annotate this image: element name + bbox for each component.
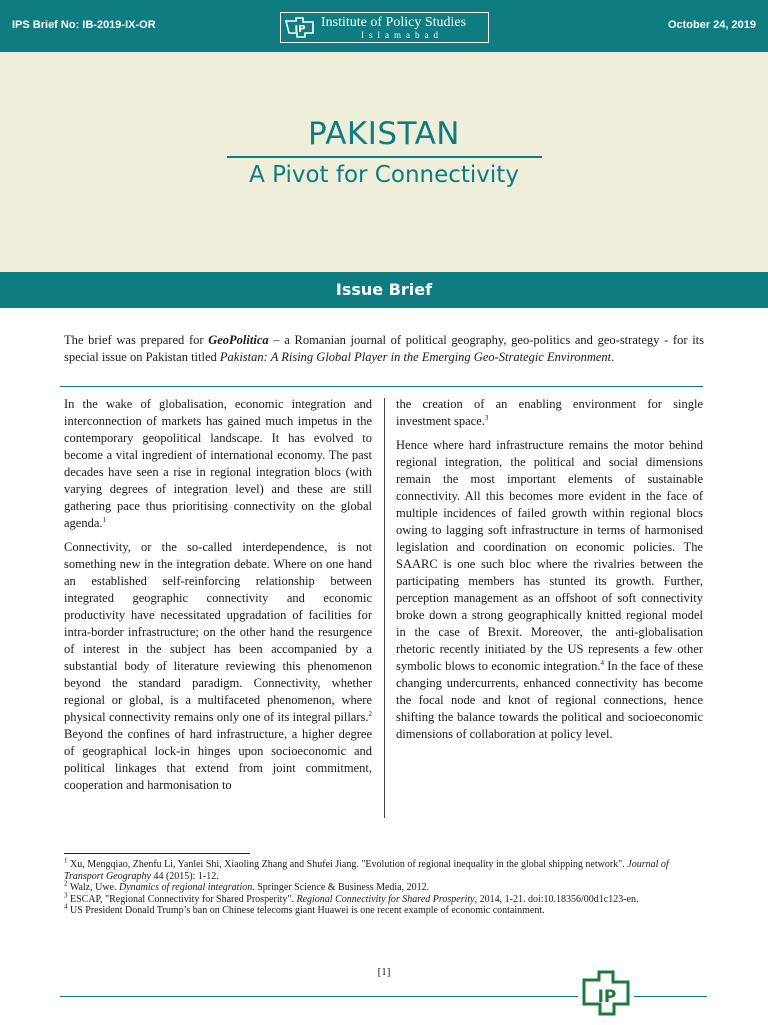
journal-name: GeoPolitica <box>208 333 269 347</box>
column-divider <box>384 398 385 818</box>
footnote-text: ESCAP, "Regional Connectivity for Shared Prosperity". <box>67 893 297 905</box>
footnote-text: Walz, Uwe. <box>67 882 119 893</box>
intro-divider <box>60 386 703 387</box>
ips-logo <box>280 12 489 43</box>
body-paragraph <box>64 396 372 532</box>
intro-text: – a Romanian journal of political geography, geo-politics and geo-strategy - for its special issue on Pakistan titled <box>64 333 705 364</box>
footnote-number: 1 <box>64 856 68 865</box>
svg-text:IP: IP <box>597 987 617 1007</box>
footnote-ref: 2 <box>368 709 372 718</box>
footnote-source: Journal of Transport Geography <box>64 859 669 882</box>
page-subtitle: A Pivot for Connectivity <box>249 162 519 188</box>
org-city: Islamabad <box>361 30 443 40</box>
right-column <box>396 396 703 750</box>
footnote-text: , 2014, 1-21. doi:10.18356/00d1c123-en. <box>474 893 639 905</box>
footnote-4 <box>64 902 704 917</box>
footnote-text: US President Donald Trump’s ban on Chinese telecoms giant Huawei is one recent example of economic containment. <box>67 905 545 916</box>
footnote-ref: 1 <box>102 515 107 524</box>
footnote-source: Regional Connectivity for Shared Prosperity <box>296 893 475 905</box>
left-column <box>64 396 372 801</box>
title-divider <box>227 156 542 158</box>
org-name: Institute of Policy Studies <box>321 15 467 30</box>
footer-logo <box>578 966 634 1020</box>
footnote-number: 3 <box>64 891 68 900</box>
footnote-ref: 4 <box>600 658 604 667</box>
paragraph-text: the creation of an enabling environment for single investment space. <box>396 397 703 428</box>
intro-paragraph <box>64 332 704 366</box>
header-bar <box>0 0 768 52</box>
paragraph-text: In the wake of globalisation, economic integration and interconnection of markets has gained much impetus in the contemporary geopolitical landscape. It has evolved to become a vital ingredient of international economy. The past decades have seen a rise in regional integration blocs (with varying degrees of integration level) and these are still gathering pace thus prioritising connectivity on the global agenda. <box>64 397 372 530</box>
paragraph-text: Hence where hard infrastructure remains the motor behind regional integration, the political and social dimensions remain the most important elements of sustainable connectivity. All this becomes more evident in the face of multiple incidences of failed growth within regional blocs owing to lagging soft infrastructure in terms of harmonised legislation and coordination on economic policies. The SAARC is one such bloc where the rivalries between the participating members has stunted its growth. Further, perception management as an offshoot of soft connectivity broke down a strong geographically knitted regional model in the case of Brexit. Moreover, the anti-globalisation rhetoric recently initiated by the US represents a few other symbolic blows to economic integration. <box>396 438 703 673</box>
footnote-3 <box>64 891 704 906</box>
intro-text: The brief was prepared for <box>64 333 209 347</box>
svg-text:IP: IP <box>294 24 306 35</box>
body-paragraph <box>64 539 372 794</box>
issue-title: Pakistan: A Rising Global Player in the Emerging Geo-Strategic Environment <box>219 350 612 364</box>
body-paragraph <box>396 437 703 743</box>
page-title: PAKISTAN <box>308 116 460 152</box>
paragraph-text: Beyond the confines of hard infrastructure, a higher degree of geographical lock-in hinges upon socioeconomic and political linkages that extend from joint commitment, cooperation and harmonisation to <box>64 727 372 792</box>
ips-logo-icon <box>578 966 634 1020</box>
footnote-source: Dynamics of regional integration <box>119 882 253 893</box>
paragraph-text: Connectivity, or the so-called interdependence, is not something new in the integration debate. Where on one hand an established self-reinforcing relationship between integrated geographic connectivity and economic productivity have necessitated upgradation of facilities for intra-border infrastructure; on the other hand the resurgence of interest in the subject has been accompanied by a substantial body of literature reviewing this phenomenon beyond the standard paradigm. Connectivity, whether regional or global, is a multifaceted phenomenon, where physical connectivity remains only one of its integral pillars. <box>64 540 372 724</box>
footnote-number: 4 <box>64 902 68 911</box>
footnote-2 <box>64 879 704 894</box>
footnote-text: . Springer Science & Business Media, 2012. <box>252 882 430 893</box>
ips-logo-icon <box>283 15 317 40</box>
footnote-divider <box>64 853 250 854</box>
footnote-1 <box>64 856 704 882</box>
brief-date: October 24, 2019 <box>667 19 756 31</box>
paragraph-text: In the face of these changing undercurrents, enhanced connectivity has become the focal node and knot of regional connections, hence shifting the balance towards the political and socioeconomic dimensions of collaboration at policy level. <box>396 659 703 741</box>
body-paragraph <box>396 396 703 430</box>
footnote-text: Xu, Mengqiao, Zhenfu Li, Yanlei Shi, Xiaoling Zhang and Shufei Jiang. "Evolution of regional inequality in the global shipping network". <box>67 859 628 870</box>
footnote-text: 44 (2015): 1-12. <box>150 870 219 882</box>
brief-number: IPS Brief No: IB-2019-IX-OR <box>12 19 156 31</box>
page-number: [1] <box>377 966 391 978</box>
footnote-ref: 3 <box>484 413 489 422</box>
section-label: Issue Brief <box>335 280 433 299</box>
footnote-number: 2 <box>64 879 68 888</box>
footnotes <box>64 856 704 917</box>
intro-text: . <box>611 350 615 364</box>
